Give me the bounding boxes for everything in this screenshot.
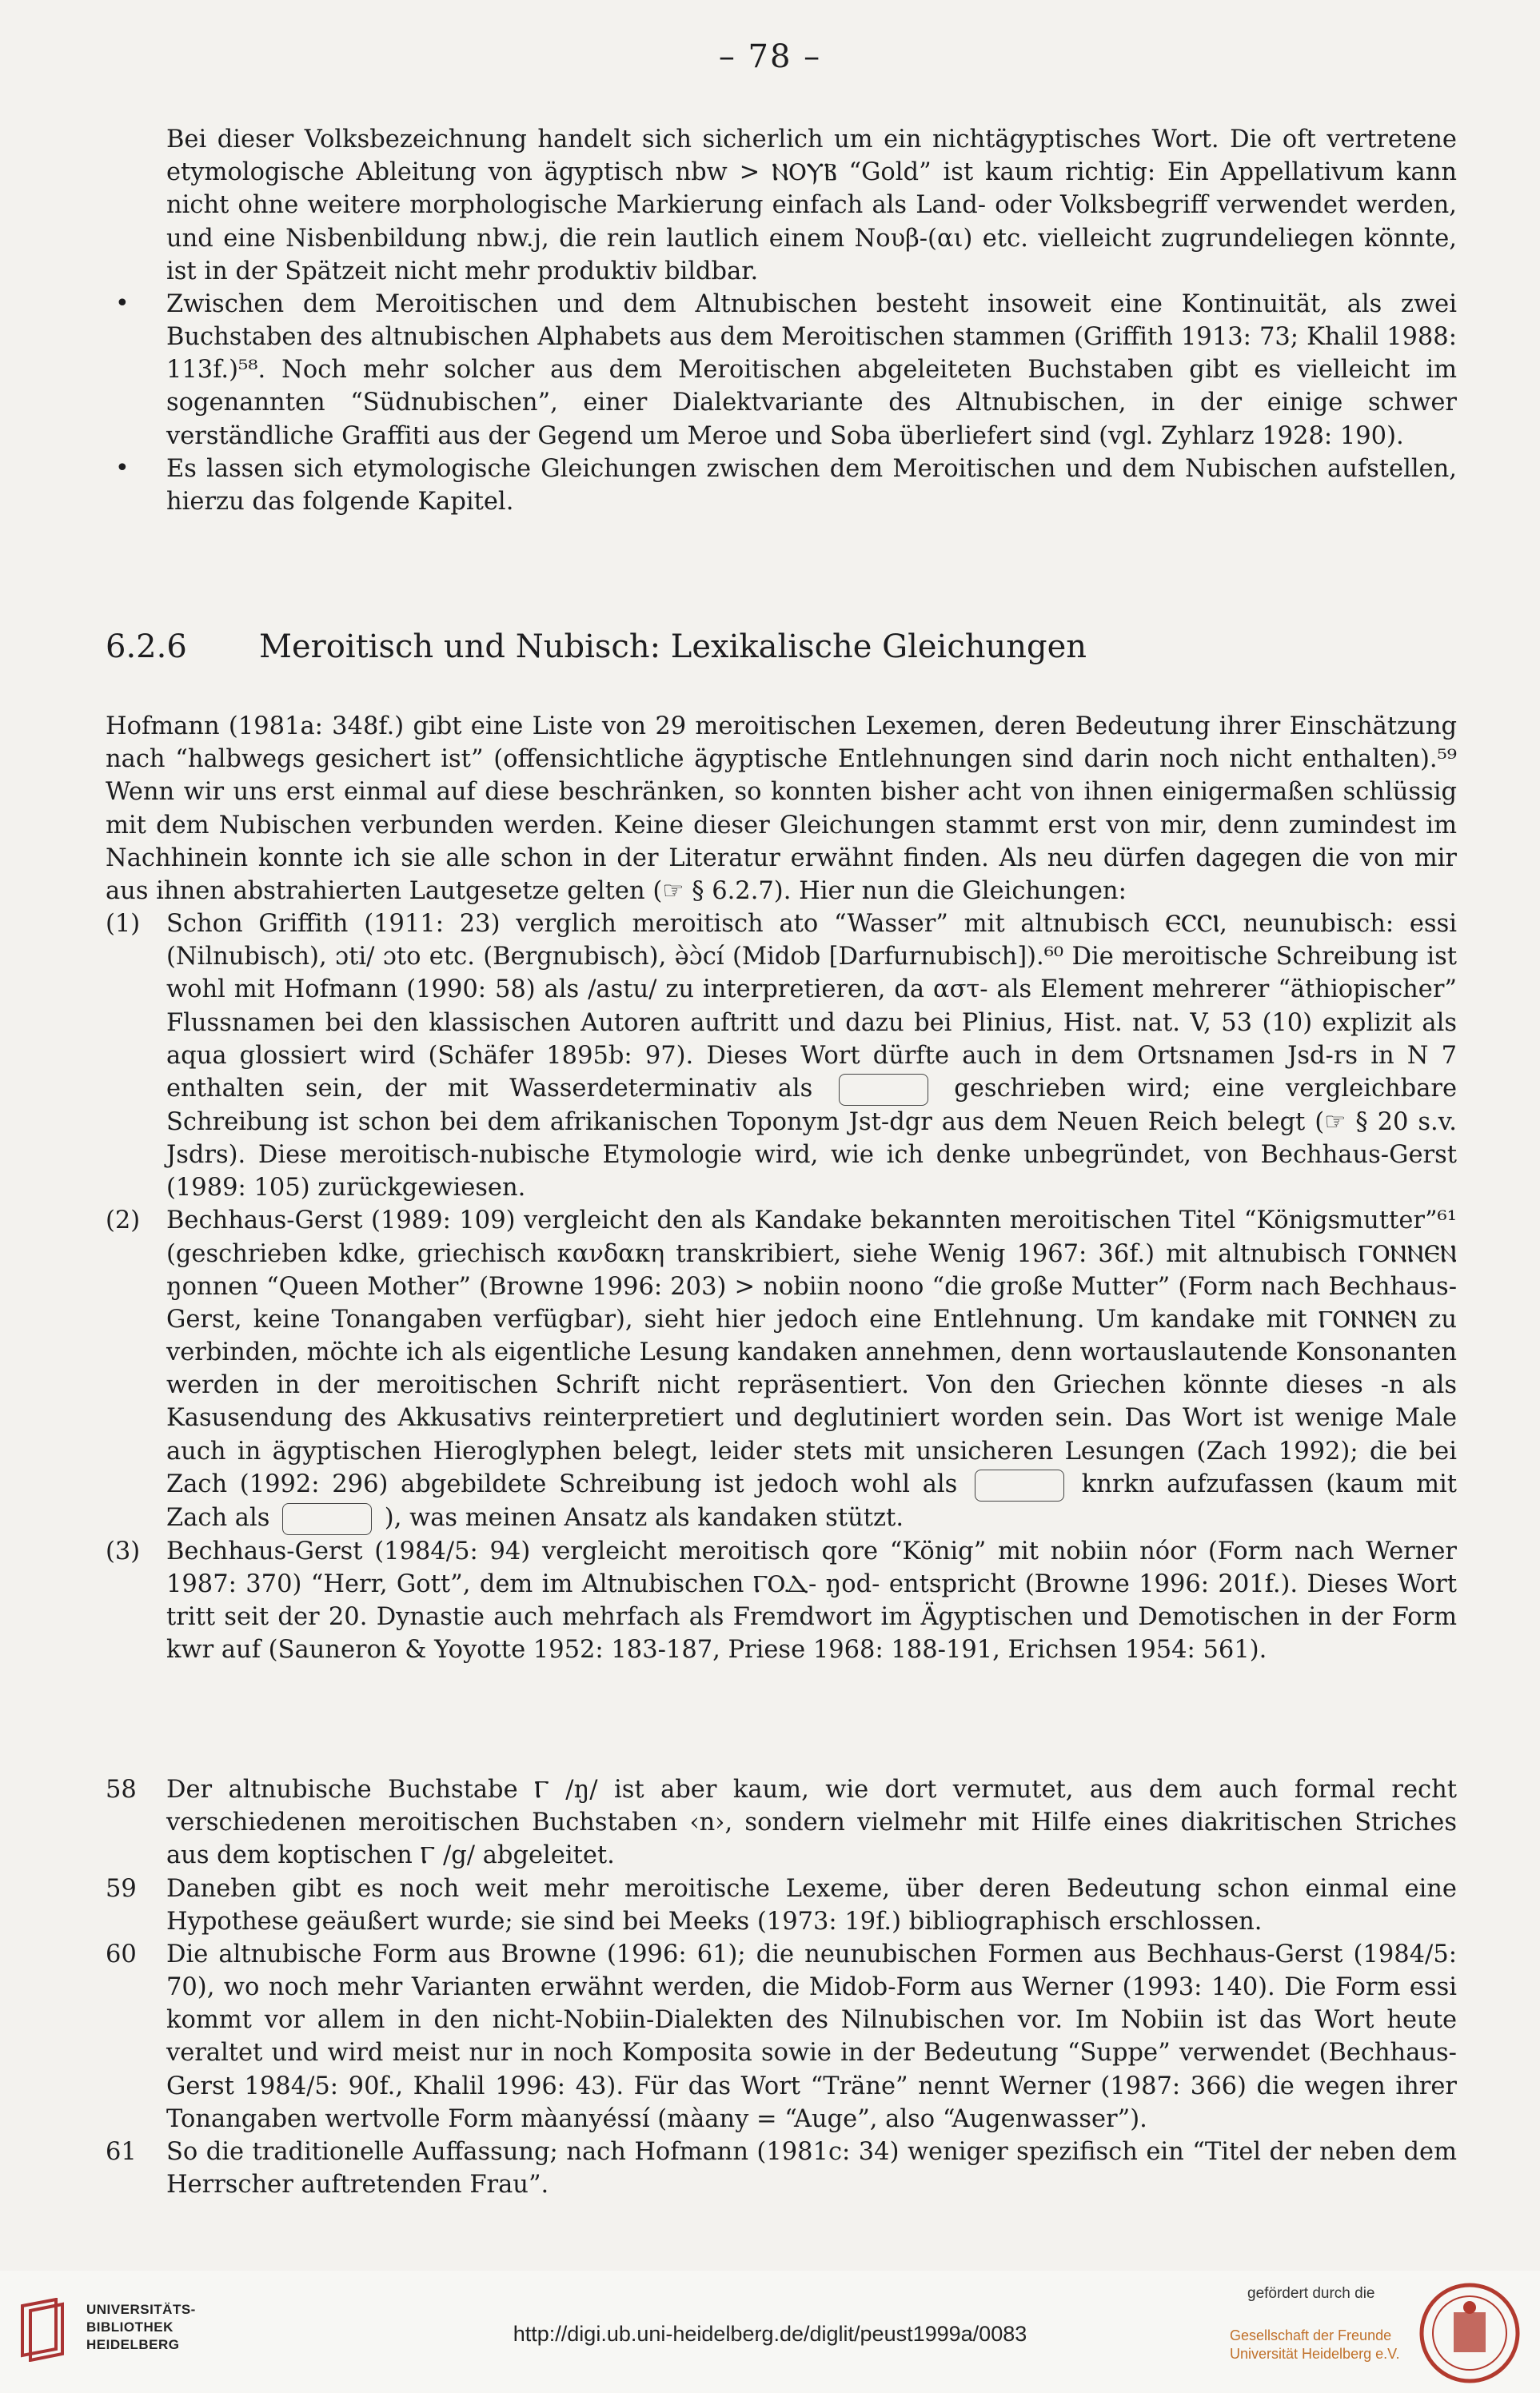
footnote-number: 59 [106,1874,137,1903]
footnote-text: Der altnubische Buchstabe Ⲅ /ŋ/ ist aber kaum, wie dort vermutet, aus dem auch formal recht verschiedenen meroitischen Buchstaben ‹n›, sondern vielmehr mit Hilfe eines diakritischen Striches aus dem koptischen Ⲅ /g/ abgeleitet. [166,1776,1457,1870]
paragraph-1 [106,123,1457,288]
list-item-1-text-a: Schon Griffith (1911: 23) verglich meroitisch ato “Wasser” mit altnubisch ⲈⲤⲤⲒ, neunubisch: essi (Nilnubisch), ɔti/ ɔto etc. (Bergnubisch), ə̀ɔ̀cí (Midob [Darfurnubisch]).⁶⁰ Die meroitische Schreibung ist wohl mit Hofmann (1990: 58) als /astu/ zu interpretieren, da αστ- als Element mehrerer “äthiopischer” Flussnamen bei den klassischen Autoren auftritt und dazu bei Plinius, Hist. nat. V, 53 (10) explizit als aqua glossiert wird (Schäfer 1895b: 97). Dieses Wort dürfte auch in dem Ortsnamen Jsd-rs in N 7 enthalten sein, der mit Wasserdeterminativ als [166,910,1457,1103]
sponsor-label: gefördert durch die [1247,2285,1375,2302]
library-name-line: BIBLIOTHEK [86,2319,174,2335]
bullet-item-1 [106,288,1457,453]
cartouche-icon [282,1503,372,1535]
list-item-3-text: Bechhaus-Gerst (1984/5: 94) vergleicht meroitisch qore “König” mit nobiin nóor (Form nach Werner 1987: 370) “Herr, Gott”, dem im Altnubischen ⲄⲞⲆ- ŋod- entspricht (Browne 1996: 201f.). Dieses Wort tritt seit der 20. Dynastie auch mehrfach als Fremdwort im Ägyptischen und Demotischen in der Form kwr auf (Sauneron & Yoyotte 1952: 183-187, Priese 1968: 188-191, Erichsen 1954: 561). [166,1537,1457,1665]
bullet-item-2 [106,453,1457,518]
list-item-2-text-a: Bechhaus-Gerst (1989: 109) vergleicht den als Kandake bekannten meroitischen Titel “Königsmutter”⁶¹ (geschrieben kdke, griechisch κανδακη transkribiert, siehe Wenig 1967: 36f.) mit altnubisch ⲄⲞⲚⲚⲈⲚ ŋonnen “Queen Mother” (Browne 1996: 203) > nobiin noono “die große Mutter” (Form nach Bechhaus-Gerst, keine Tonangaben verfügbar), sieht hier jedoch eine Entlehnung. Um kandake mit ⲄⲞⲚⲚⲈⲚ zu verbinden, möchte ich als eigentliche Lesung kandaken annehmen, denn wortauslautende Konsonanten werden in der meroitischen Schrift nicht repräsentiert. Von den Griechen könnte dieses -n als Kasusendung des Akkusativs reinterpretiert und deglutiniert worden sein. Das Wort ist wenige Male auch in ägyptischen Hieroglyphen belegt, leider stets mit unsicheren Lesungen (Zach 1992); die bei Zach (1992: 296) abgebildete Schreibung ist jedoch wohl als [166,1206,1457,1498]
list-item-1-text-b: geschrieben wird; eine vergleichbare Schreibung ist schon bei dem afrikanischen Toponym Jst-dgr aus dem Neuen Reich belegt (☞ § 20 s.v. Jsdrs). Diese meroitisch-nubische Etymologie wird, wie ich denke unbegründet, von Bechhaus-Gerst (1989: 105) zurückgewiesen. [166,1074,1458,1202]
cartouche-icon [975,1470,1064,1502]
section-heading [106,628,1457,665]
section-title: Meroitisch und Nubisch: Lexikalische Gleichungen [259,628,1087,665]
section-number: 6.2.6 [106,628,187,665]
footnote-text: Die altnubische Form aus Browne (1996: 61); die neunubischen Formen aus Bechhaus-Gerst (1984/5: 70), wo noch mehr Varianten erwähnt werden, die Midob-Form aus Werner (1993: 140). Die Form essi kommt vor allem in den nicht-Nobiin-Dialekten des Nilnubischen vor. Im Nobiin ist das Wort heute veraltet und wird meist nur in noch Komposita sowie in der Bedeutung “Suppe” verwendet (Bechhaus-Gerst 1984/5: 90f., Khalil 1996: 43). Für das Wort “Träne” nennt Werner (1987: 366) die wegen ihrer Tonangaben wertvolle Form màanyéssí (màany = “Auge”, also “Augenwasser”). [166,1940,1457,2133]
footnote-58 [106,1773,1457,1873]
page-number: – 78 – [718,38,822,75]
list-item-2-text-b: knrkn aufzufassen (kaum mit Zach als [166,1470,1457,1532]
bullet-icon: • [115,289,130,317]
list-item-1 [106,907,1457,1204]
main-text-upper [106,123,1457,518]
footnote-text: Daneben gibt es noch weit mehr meroitische Lexeme, über deren Bedeutung schon einmal eine Hypothese geäußert wurde; sie sind bei Meeks (1973: 19f.) bibliographisch erschlossen. [166,1874,1457,1936]
hieroglyph-icon [839,1074,928,1106]
sponsor-name-line: Gesellschaft der Freunde [1230,2327,1392,2343]
intro-text: Hofmann (1981a: 348f.) gibt eine Liste von 29 meroitischen Lexemen, deren Bedeutung ihrer Einschätzung nach “halbwegs gesichert ist” (offensichtliche ägyptische Entlehnungen sind darin noch nicht enthalten).⁵⁹ Wenn wir uns erst einmal auf diese beschränken, so konnten bisher acht von ihnen einigermaßen schlüssig mit dem Nubischen verbunden werden. Keine dieser Gleichungen stammt erst von mir, denn zumindest im Nachhinein konnte ich sie alle schon in der Literatur erwähnt finden. Als neu dürfen dagegen die von mir aus ihnen abstrahierten Lautgesetze gelten (☞ § 6.2.7). Hier nun die Gleichungen: [106,712,1457,905]
list-item-2-text-c: ), was meinen Ansatz als kandaken stützt. [384,1503,904,1532]
sponsor-name [1230,2327,1399,2364]
footnote-60 [106,1938,1457,2136]
library-name-line: HEIDELBERG [86,2337,180,2353]
footnote-text: So die traditionelle Auffassung; nach Hofmann (1981c: 34) weniger spezifisch ein “Titel der neben dem Herrscher auftretenden Frau”. [166,2137,1457,2200]
list-item-2 [106,1204,1457,1534]
sponsor-name-line: Universität Heidelberg e.V. [1230,2346,1400,2363]
intro-paragraph [106,710,1457,907]
list-item-number: (1) [106,910,141,939]
paragraph-1-text: Bei dieser Volksbezeichnung handelt sich sicherlich um ein nichtägyptisches Wort. Die oft vertretene etymologische Ableitung von ägyptisch nbw > ⲚⲞⲨⲂ “Gold” ist kaum richtig: Ein Appellativum kann nicht ohne weitere morphologische Markierung einfach als Land- oder Volksbegriff verwendet werden, und eine Nisbenbildung nbw.j, die rein lautlich einem Νουβ-(αι) etc. vielleicht zugrundeliegen könnte, ist in der Spätzeit nicht mehr produktiv bildbar. [166,126,1457,285]
footnote-number: 58 [106,1776,137,1804]
footnote-61 [106,2136,1457,2201]
source-url-link[interactable]: http://digi.ub.uni-heidelberg.de/diglit/peust1999a/0083 [513,2322,1027,2346]
library-name-line: UNIVERSITÄTS- [86,2302,196,2317]
list-item-number: (2) [106,1206,141,1235]
bullet-1-text: Zwischen dem Meroitischen und dem Altnubischen besteht insoweit eine Kontinuität, als zwei Buchstaben des altnubischen Alphabets aus dem Meroitischen stammen (Griffith 1913: 73; Khalil 1988: 113f.)⁵⁸. Noch mehr solcher aus dem Meroitischen abgeleiteten Buchstaben gibt es vielleicht im sogenannten “Südnubischen”, einer Dialektvariante des Altnubischen, in der einige schwer verständliche Graffiti aus der Gegend um Meroe und Soba überliefert sind (vgl. Zyhlarz 1928: 190). [166,289,1457,450]
digitization-footer [0,2271,1540,2393]
main-text-lower [106,710,1457,1666]
footnote-number: 60 [106,1940,137,1968]
university-seal-icon [1417,2280,1522,2386]
list-item-number: (3) [106,1537,141,1565]
bullet-2-text: Es lassen sich etymologische Gleichungen zwischen dem Meroitischen und dem Nubischen aufstellen, hierzu das folgende Kapitel. [166,454,1457,516]
footnotes [106,1773,1457,2201]
footnote-59 [106,1873,1457,1938]
list-item-3 [106,1535,1457,1667]
footnote-number: 61 [106,2137,137,2166]
bullet-icon: • [115,453,130,482]
